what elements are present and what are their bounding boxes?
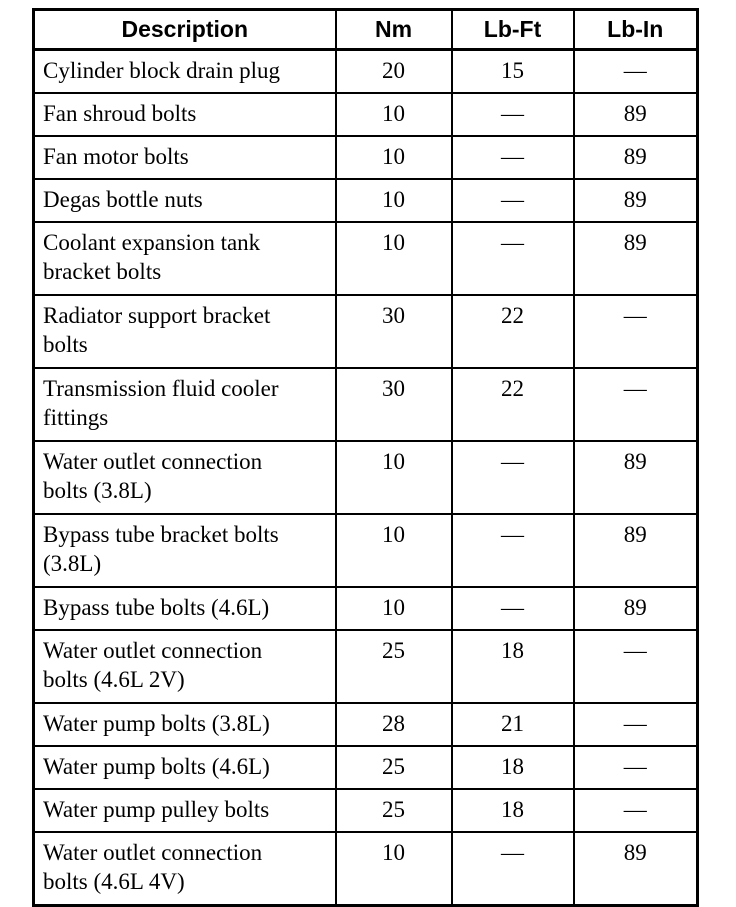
- row-nm-value: 25: [336, 746, 452, 789]
- row-nm-value: 25: [336, 789, 452, 832]
- row-nm-value: 10: [336, 179, 452, 222]
- row-nm-value: 30: [336, 368, 452, 441]
- row-lb-ft-value: 15: [452, 50, 574, 94]
- description-line: bolts (4.6L 2V): [43, 667, 185, 692]
- row-lb-ft-value: —: [452, 93, 574, 136]
- description-line: bolts (3.8L): [43, 478, 152, 503]
- description-line: Water pump pulley bolts: [43, 797, 270, 822]
- row-lb-in-value: 89: [574, 441, 698, 514]
- row-lb-ft-value: 18: [452, 630, 574, 703]
- row-lb-ft-value: —: [452, 222, 574, 295]
- row-description: [34, 136, 336, 179]
- description-line: bracket bolts: [43, 259, 162, 284]
- row-lb-in-value: —: [574, 295, 698, 368]
- table-row: [34, 368, 698, 441]
- row-lb-in-value: —: [574, 703, 698, 746]
- table-row: [34, 587, 698, 630]
- table-row: [34, 179, 698, 222]
- table-header: [34, 10, 698, 50]
- row-lb-ft-value: 22: [452, 368, 574, 441]
- table-row: [34, 703, 698, 746]
- description-line: Bypass tube bolts (4.6L): [43, 595, 270, 620]
- row-nm-value: 28: [336, 703, 452, 746]
- row-description: [34, 703, 336, 746]
- row-nm-value: 10: [336, 832, 452, 906]
- row-description: [34, 789, 336, 832]
- header-lb-in: Lb-In: [574, 10, 698, 50]
- row-nm-value: 30: [336, 295, 452, 368]
- row-description: [34, 222, 336, 295]
- row-lb-ft-value: —: [452, 587, 574, 630]
- row-nm-value: 10: [336, 136, 452, 179]
- row-lb-in-value: —: [574, 630, 698, 703]
- header-lb-ft: Lb-Ft: [452, 10, 574, 50]
- row-description: [34, 93, 336, 136]
- table-row: [34, 136, 698, 179]
- row-nm-value: 10: [336, 441, 452, 514]
- row-lb-ft-value: —: [452, 832, 574, 906]
- row-lb-in-value: 89: [574, 587, 698, 630]
- description-line: Water outlet connection: [43, 840, 263, 865]
- description-line: Fan shroud bolts: [43, 101, 197, 126]
- row-lb-in-value: 89: [574, 136, 698, 179]
- table-row: [34, 222, 698, 295]
- description-line: Water outlet connection: [43, 449, 263, 474]
- description-line: Water pump bolts (4.6L): [43, 754, 270, 779]
- row-lb-in-value: 89: [574, 179, 698, 222]
- description-line: fittings: [43, 405, 109, 430]
- row-lb-in-value: —: [574, 368, 698, 441]
- table-row: [34, 789, 698, 832]
- row-description: [34, 295, 336, 368]
- torque-spec-table: [32, 8, 699, 907]
- description-line: (3.8L): [43, 551, 102, 576]
- row-lb-in-value: 89: [574, 222, 698, 295]
- row-lb-in-value: 89: [574, 93, 698, 136]
- table-row: [34, 832, 698, 906]
- description-line: Water outlet connection: [43, 638, 263, 663]
- description-line: bolts (4.6L 4V): [43, 869, 185, 894]
- row-lb-ft-value: —: [452, 441, 574, 514]
- table-body: [34, 50, 698, 906]
- row-lb-ft-value: 18: [452, 746, 574, 789]
- description-line: Cylinder block drain plug: [43, 58, 280, 83]
- row-description: [34, 832, 336, 906]
- row-description: [34, 630, 336, 703]
- row-lb-ft-value: 22: [452, 295, 574, 368]
- row-lb-ft-value: 18: [452, 789, 574, 832]
- row-lb-in-value: —: [574, 789, 698, 832]
- description-line: Transmission fluid cooler: [43, 376, 279, 401]
- table-row: [34, 514, 698, 587]
- row-nm-value: 10: [336, 93, 452, 136]
- row-nm-value: 10: [336, 514, 452, 587]
- row-lb-ft-value: —: [452, 179, 574, 222]
- row-description: [34, 50, 336, 94]
- description-line: Coolant expansion tank: [43, 230, 261, 255]
- row-lb-ft-value: —: [452, 514, 574, 587]
- row-lb-in-value: —: [574, 50, 698, 94]
- row-description: [34, 514, 336, 587]
- row-lb-in-value: 89: [574, 832, 698, 906]
- description-line: Bypass tube bracket bolts: [43, 522, 279, 547]
- row-lb-in-value: 89: [574, 514, 698, 587]
- description-line: bolts: [43, 332, 88, 357]
- header-nm: Nm: [336, 10, 452, 50]
- row-nm-value: 25: [336, 630, 452, 703]
- table-row: [34, 746, 698, 789]
- row-description: [34, 587, 336, 630]
- row-description: [34, 746, 336, 789]
- table-row: [34, 295, 698, 368]
- row-nm-value: 10: [336, 587, 452, 630]
- table-row: [34, 50, 698, 94]
- table-row: [34, 93, 698, 136]
- row-description: [34, 441, 336, 514]
- description-line: Degas bottle nuts: [43, 187, 203, 212]
- row-description: [34, 179, 336, 222]
- header-description: Description: [34, 10, 336, 50]
- header-row: [34, 10, 698, 50]
- row-lb-ft-value: 21: [452, 703, 574, 746]
- table-row: [34, 441, 698, 514]
- row-lb-ft-value: —: [452, 136, 574, 179]
- table-row: [34, 630, 698, 703]
- description-line: Water pump bolts (3.8L): [43, 711, 270, 736]
- description-line: Radiator support bracket: [43, 303, 271, 328]
- row-lb-in-value: —: [574, 746, 698, 789]
- row-description: [34, 368, 336, 441]
- row-nm-value: 10: [336, 222, 452, 295]
- description-line: Fan motor bolts: [43, 144, 189, 169]
- row-nm-value: 20: [336, 50, 452, 94]
